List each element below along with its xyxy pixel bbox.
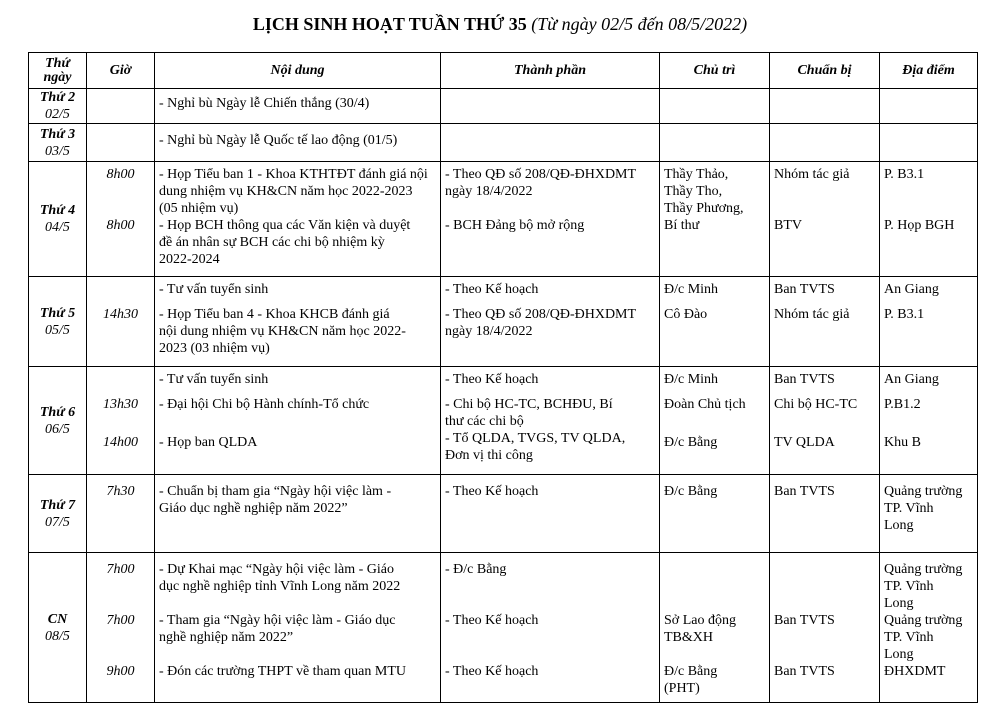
header-content: Nội dung: [155, 53, 441, 89]
title-main: LỊCH SINH HOẠT TUẦN THỨ 35: [252, 14, 527, 34]
time-cell: [87, 89, 155, 124]
table-row: [29, 475, 978, 553]
host-cell: [660, 124, 770, 162]
header-participants: Thành phần: [441, 53, 660, 89]
participants-cell: - Theo Kế hoạch - Chi bộ HC-TC, BCHĐU, Bí thư các chi bộ - Tổ QLDA, TVGS, TV QLDA, Đơn vị thi công: [441, 367, 660, 475]
prep-cell: Ban TVTS Ban TVTS: [770, 553, 880, 703]
table-row: [29, 367, 978, 475]
header-host: Chủ trì: [660, 53, 770, 89]
prep-cell: Nhóm tác giả BTV: [770, 162, 880, 277]
content-cell: - Dự Khai mạc “Ngày hội việc làm - Giáo dục nghề nghiệp tỉnh Vĩnh Long năm 2022 - Tham gia “Ngày hội việc làm - Giáo dục nghề nghiệp năm 2022” - Đón các trường THPT về tham quan MTU: [155, 553, 441, 703]
content-cell: - Họp Tiểu ban 1 - Khoa KTHTĐT đánh giá nội dung nhiệm vụ KH&CN năm học 2022-2023 (05 nhiệm vụ) - Họp BCH thông qua các Văn kiện và duyệt đề án nhân sự BCH các chi bộ nhiệm kỳ 2022-2024: [155, 162, 441, 277]
time-cell: 14h30: [87, 277, 155, 367]
table-row: [29, 124, 978, 162]
day-cell: Thứ 3 03/5: [29, 124, 87, 162]
host-cell: [660, 89, 770, 124]
prep-cell: Ban TVTS: [770, 475, 880, 553]
content-cell: - Nghỉ bù Ngày lễ Chiến thắng (30/4): [155, 89, 441, 124]
prep-cell: Ban TVTS Chi bộ HC-TC TV QLDA: [770, 367, 880, 475]
participants-cell: - Theo Kế hoạch - Theo QĐ số 208/QĐ-ĐHXDMT ngày 18/4/2022: [441, 277, 660, 367]
prep-cell: Ban TVTS Nhóm tác giả: [770, 277, 880, 367]
participants-cell: [441, 89, 660, 124]
host-cell: Sở Lao động TB&XH Đ/c Bằng (PHT): [660, 553, 770, 703]
day-cell: Thứ 5 05/5: [29, 277, 87, 367]
time-cell: 7h30: [87, 475, 155, 553]
place-cell: Quảng trường TP. Vĩnh Long Quảng trường TP. Vĩnh Long ĐHXDMT: [880, 553, 978, 703]
prep-cell: [770, 124, 880, 162]
time-cell: 13h30 14h00: [87, 367, 155, 475]
header-prep: Chuẩn bị: [770, 53, 880, 89]
place-cell: P. B3.1 P. Họp BGH: [880, 162, 978, 277]
host-cell: Đ/c Minh Cô Đào: [660, 277, 770, 367]
host-cell: Đ/c Bằng: [660, 475, 770, 553]
prep-cell: [770, 89, 880, 124]
place-cell: [880, 124, 978, 162]
table-row: [29, 162, 978, 277]
header-row: [29, 53, 978, 89]
header-day: Thứ ngày: [29, 53, 87, 89]
page-title: [0, 14, 1000, 35]
title-date-range: (Từ ngày 02/5 đến 08/5/2022): [531, 14, 748, 34]
day-cell: Thứ 7 07/5: [29, 475, 87, 553]
table-row: [29, 89, 978, 124]
content-cell: - Tư vấn tuyển sinh - Họp Tiểu ban 4 - Khoa KHCB đánh giá nội dung nhiệm vụ KH&CN năm học 2022- 2023 (03 nhiệm vụ): [155, 277, 441, 367]
participants-cell: - Theo QĐ số 208/QĐ-ĐHXDMT ngày 18/4/2022 - BCH Đảng bộ mở rộng: [441, 162, 660, 277]
day-cell: Thứ 6 06/5: [29, 367, 87, 475]
participants-cell: - Theo Kế hoạch: [441, 475, 660, 553]
header-time: Giờ: [87, 53, 155, 89]
place-cell: [880, 89, 978, 124]
schedule-table: [28, 52, 978, 703]
content-cell: - Tư vấn tuyển sinh - Đại hội Chi bộ Hành chính-Tổ chức - Họp ban QLDA: [155, 367, 441, 475]
place-cell: An Giang P. B3.1: [880, 277, 978, 367]
day-cell: CN 08/5: [29, 553, 87, 703]
content-cell: - Chuẩn bị tham gia “Ngày hội việc làm - Giáo dục nghề nghiệp năm 2022”: [155, 475, 441, 553]
participants-cell: - Đ/c Bằng - Theo Kế hoạch - Theo Kế hoạch: [441, 553, 660, 703]
participants-cell: [441, 124, 660, 162]
day-cell: Thứ 2 02/5: [29, 89, 87, 124]
table-row: [29, 277, 978, 367]
content-cell: - Nghỉ bù Ngày lễ Quốc tế lao động (01/5): [155, 124, 441, 162]
table-row: [29, 553, 978, 703]
place-cell: An Giang P.B1.2 Khu B: [880, 367, 978, 475]
time-cell: 7h00 7h00 9h00: [87, 553, 155, 703]
header-place: Địa điểm: [880, 53, 978, 89]
host-cell: Thầy Thảo, Thầy Tho, Thầy Phương, Bí thư: [660, 162, 770, 277]
time-cell: 8h00 8h00: [87, 162, 155, 277]
time-cell: [87, 124, 155, 162]
place-cell: Quảng trường TP. Vĩnh Long: [880, 475, 978, 553]
host-cell: Đ/c Minh Đoàn Chủ tịch Đ/c Bằng: [660, 367, 770, 475]
day-cell: Thứ 4 04/5: [29, 162, 87, 277]
